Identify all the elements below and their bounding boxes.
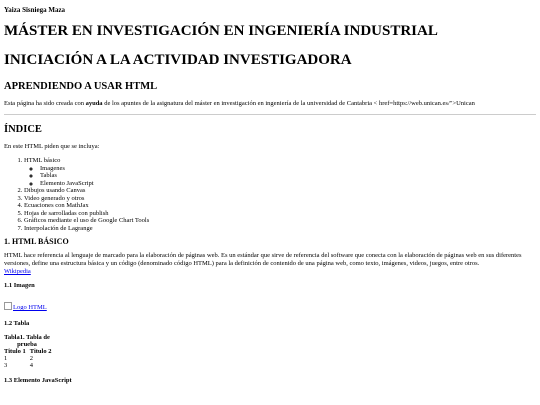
index-item-google-charts: 6. Gráficos mediante el uso de Google Chart Tools bbox=[24, 217, 536, 225]
index-item-canvas: 2. Dibujos usando Canvas bbox=[24, 187, 536, 195]
intro-text-before: Esta página ha sido creada con bbox=[4, 100, 86, 107]
index-item-publish: 5. Hojas de sarrolladas con publish bbox=[24, 210, 536, 218]
table-row bbox=[4, 362, 55, 369]
index-list bbox=[4, 157, 536, 232]
index-item-video: 3. Video generado y otros bbox=[24, 195, 536, 203]
test-table bbox=[4, 334, 55, 369]
table-cell: 2 bbox=[29, 355, 33, 362]
table-header-cell: Titulo 2 bbox=[29, 348, 52, 355]
table-cell: 1 bbox=[4, 355, 8, 362]
index-lead: En este HTML piden que se incluya: bbox=[4, 143, 100, 150]
html-logo-image-link[interactable] bbox=[4, 302, 47, 311]
table-caption: Tabla1. Tabla de prueba bbox=[4, 334, 50, 348]
divider bbox=[4, 114, 536, 115]
subsection-imagen-heading: 1.1 Imagen bbox=[4, 282, 35, 289]
author-name: Yaiza Sisniega Maza bbox=[4, 6, 66, 14]
section-html-basico-heading: 1. HTML BÁSICO bbox=[4, 237, 69, 246]
wikipedia-link[interactable]: Wikipedia bbox=[4, 268, 31, 275]
index-heading: ÍNDICE bbox=[4, 124, 42, 135]
intro-text-after: de los apuntes de la asignatura del máster en investigación en ingeniería de la universidad de Cantabria < href=https://web.unican.es/">Unican bbox=[102, 100, 475, 107]
index-sublist bbox=[24, 165, 536, 188]
html-logo-alt-text: Logo HTML bbox=[13, 304, 47, 311]
table-header-row bbox=[4, 348, 55, 355]
intro-bold-word: ayuda bbox=[85, 100, 103, 107]
intro-paragraph bbox=[4, 100, 536, 108]
index-subitem-javascript: ◦ Elemento JavaScript bbox=[40, 180, 536, 188]
index-item-lagrange: 7. Interpolación de Lagrange bbox=[24, 225, 536, 233]
course-title: INICIACIÓN A LA ACTIVIDAD INVESTIGADORA bbox=[4, 52, 352, 68]
broken-image-icon bbox=[4, 302, 12, 310]
index-subitem-imagenes: ◦ Imagenes bbox=[40, 165, 536, 173]
subsection-tabla-heading: 1.2 Tabla bbox=[4, 320, 30, 327]
page-subtitle: APRENDIENDO A USAR HTML bbox=[4, 81, 158, 92]
index-item-html-basico: 1. HTML básico ◦ Imagenes ◦ Tablas ◦ Elemento JavaScript bbox=[24, 157, 536, 187]
table-row bbox=[4, 355, 55, 362]
table-cell: 4 bbox=[29, 362, 33, 369]
index-item-mathjax: 4. Ecuaciones con MathJax bbox=[24, 202, 536, 210]
index-subitem-tablas: ◦ Tablas bbox=[40, 172, 536, 180]
table-cell: 3 bbox=[4, 362, 8, 369]
section-html-basico-text: HTML hace referencia al lenguaje de marcado para la elaboración de páginas web. Es un estándar que sirve de referencia del software que conecta con la elaboración de páginas web en sus diferentes versiones, define una estructura básica y un código (denominado código HTML) para la definición de contenido de una página web, como texto, imágenes, videos, juegos, entre otros. Wikipedia bbox=[4, 252, 522, 275]
table-header-cell: Titulo 1 bbox=[4, 348, 26, 355]
main-title: MÁSTER EN INVESTIGACIÓN EN INGENIERÍA INDUSTRIAL bbox=[4, 23, 438, 39]
subsection-javascript-heading: 1.3 Elemento JavaScript bbox=[4, 377, 72, 384]
